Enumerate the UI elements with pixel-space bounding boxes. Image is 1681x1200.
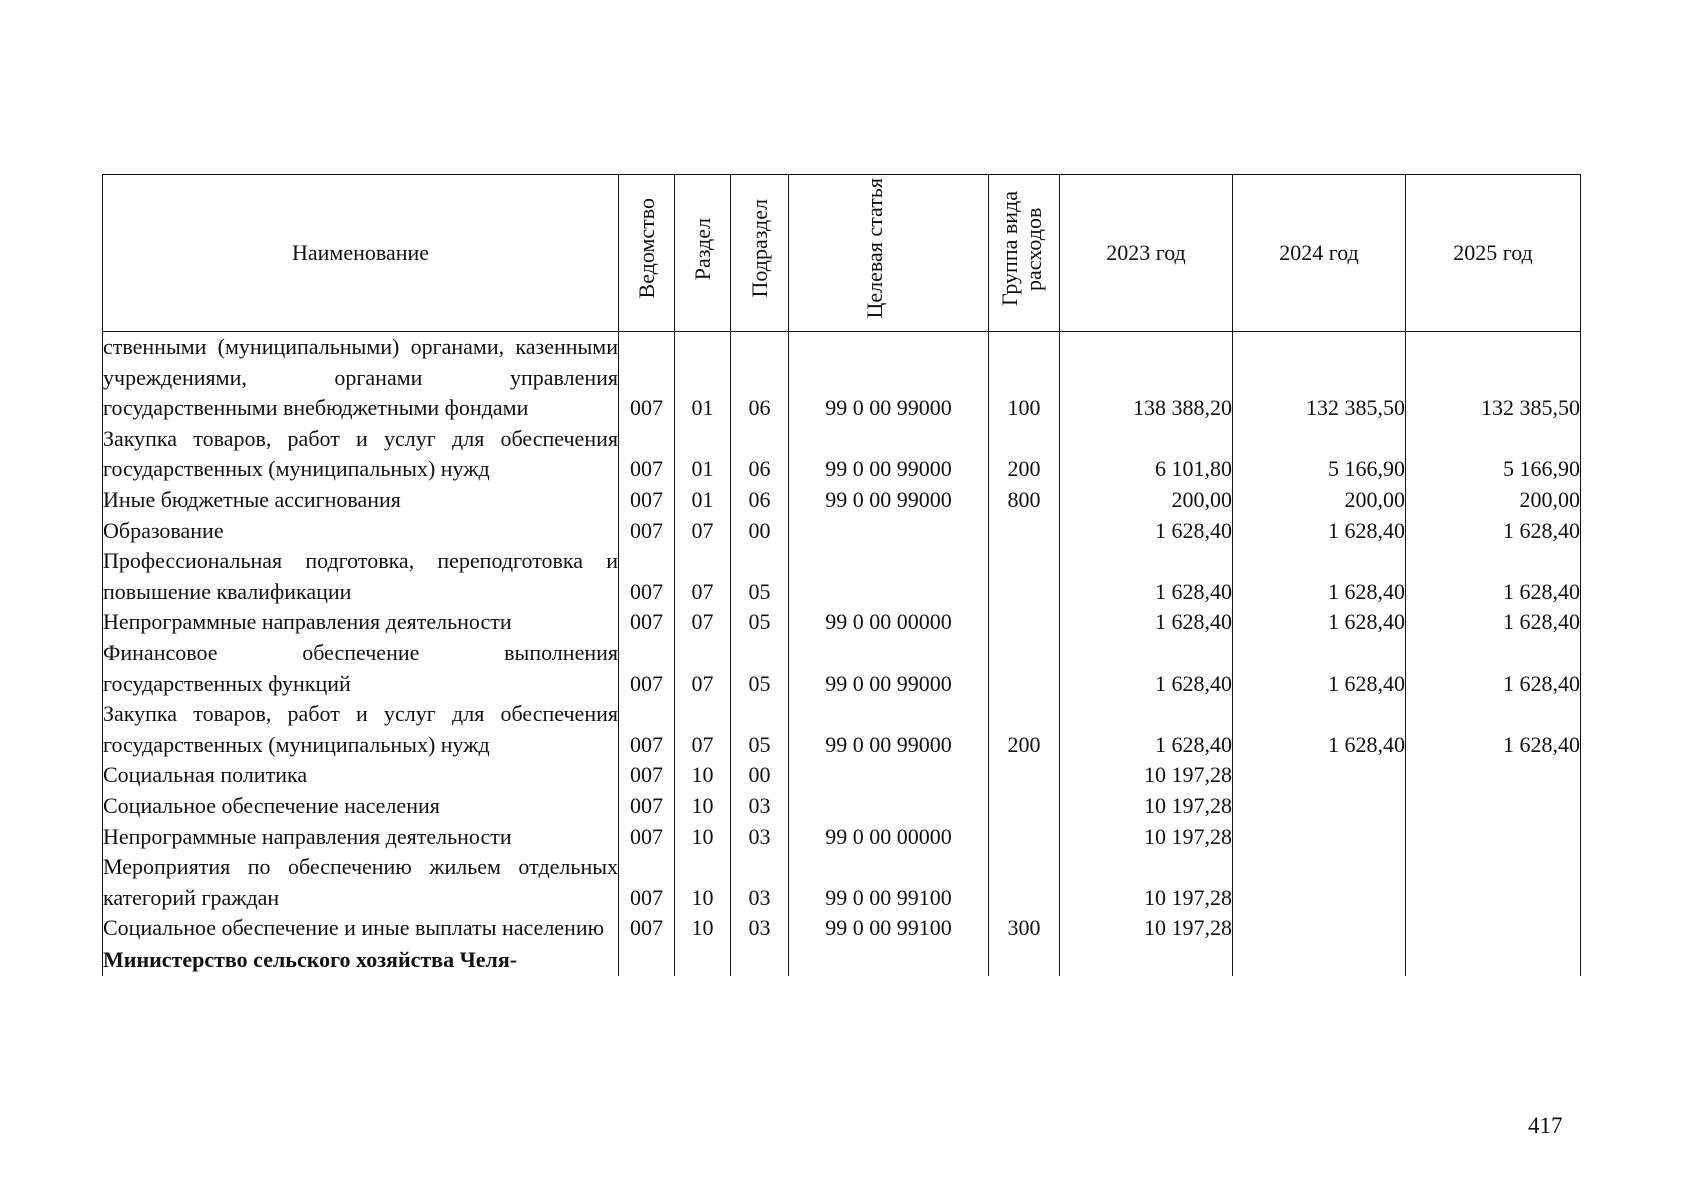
row-section: 07 [675, 638, 731, 699]
row-section: 10 [675, 913, 731, 944]
header-subsection: Подраздел [731, 175, 789, 332]
row-group [989, 638, 1060, 699]
header-section: Раздел [675, 175, 731, 332]
row-2024 [1233, 913, 1406, 944]
row-2023: 10 197,28 [1060, 852, 1233, 913]
row-2024 [1233, 852, 1406, 913]
row-2023: 138 388,20 [1060, 332, 1233, 424]
row-group: 800 [989, 485, 1060, 516]
row-subsection: 06 [731, 332, 789, 424]
header-expense-group: Группа вида расходов [989, 175, 1060, 332]
row-2023: 6 101,80 [1060, 424, 1233, 485]
table-row [103, 699, 1581, 760]
row-group [989, 852, 1060, 913]
row-section: 10 [675, 760, 731, 791]
row-target [789, 546, 989, 607]
row-section: 01 [675, 332, 731, 424]
header-2023: 2023 год [1060, 175, 1233, 332]
row-name: Иные бюджетные ассигнования [103, 485, 619, 516]
table-row [103, 485, 1581, 516]
row-2025: 1 628,40 [1406, 516, 1581, 547]
row-group: 100 [989, 332, 1060, 424]
row-2025: 1 628,40 [1406, 699, 1581, 760]
row-group [989, 791, 1060, 822]
row-2023: 10 197,28 [1060, 913, 1233, 944]
row-target: 99 0 00 99000 [789, 424, 989, 485]
table-row [103, 516, 1581, 547]
row-2025: 1 628,40 [1406, 638, 1581, 699]
row-name: Социальная политика [103, 760, 619, 791]
row-name: Непрограммные направления деятельности [103, 607, 619, 638]
row-name: Закупка товаров, работ и услуг для обеспечения государственных (муниципальных) нужд [103, 699, 619, 760]
row-group [989, 607, 1060, 638]
table-row [103, 791, 1581, 822]
table-header-row [103, 175, 1581, 332]
row-section: 07 [675, 516, 731, 547]
row-subsection: 03 [731, 913, 789, 944]
row-2024: 1 628,40 [1233, 699, 1406, 760]
row-2025: 5 166,90 [1406, 424, 1581, 485]
row-name: Социальное обеспечение населения [103, 791, 619, 822]
header-name: Наименование [103, 175, 619, 332]
row-section: 01 [675, 485, 731, 516]
row-2025: 200,00 [1406, 485, 1581, 516]
row-name: Закупка товаров, работ и услуг для обеспечения государственных (муниципальных) нужд [103, 424, 619, 485]
row-group [989, 546, 1060, 607]
table-row [103, 546, 1581, 607]
row-subsection: 06 [731, 485, 789, 516]
row-subsection: 03 [731, 822, 789, 853]
row-dept: 007 [619, 516, 675, 547]
row-section: 10 [675, 822, 731, 853]
row-section: 10 [675, 852, 731, 913]
row-2024: 132 385,50 [1233, 332, 1406, 424]
header-dept: Ведомство [619, 175, 675, 332]
row-section: 01 [675, 424, 731, 485]
row-dept: 007 [619, 546, 675, 607]
row-dept: 007 [619, 699, 675, 760]
table-row [103, 424, 1581, 485]
table-row [103, 607, 1581, 638]
row-dept: 007 [619, 913, 675, 944]
row-dept: 007 [619, 607, 675, 638]
row-2023: 200,00 [1060, 485, 1233, 516]
row-2024 [1233, 822, 1406, 853]
row-name: Образование [103, 516, 619, 547]
row-name: Финансовое обеспечение выполнения государственных функций [103, 638, 619, 699]
row-group [989, 944, 1060, 976]
row-2023: 1 628,40 [1060, 516, 1233, 547]
row-target [789, 944, 989, 976]
row-subsection: 03 [731, 791, 789, 822]
row-group: 200 [989, 424, 1060, 485]
row-2025: 132 385,50 [1406, 332, 1581, 424]
row-dept [619, 944, 675, 976]
row-2023: 1 628,40 [1060, 607, 1233, 638]
row-2024: 1 628,40 [1233, 638, 1406, 699]
row-dept: 007 [619, 852, 675, 913]
row-section: 07 [675, 546, 731, 607]
row-target: 99 0 00 99000 [789, 332, 989, 424]
row-name: Непрограммные направления деятельности [103, 822, 619, 853]
table-row [103, 760, 1581, 791]
table-row [103, 332, 1581, 424]
row-2025 [1406, 852, 1581, 913]
row-2025 [1406, 760, 1581, 791]
row-target: 99 0 00 00000 [789, 607, 989, 638]
row-section: 07 [675, 607, 731, 638]
row-2024: 5 166,90 [1233, 424, 1406, 485]
row-section [675, 944, 731, 976]
row-2023: 10 197,28 [1060, 791, 1233, 822]
row-group: 200 [989, 699, 1060, 760]
row-2024: 200,00 [1233, 485, 1406, 516]
row-target: 99 0 00 99000 [789, 485, 989, 516]
row-name: Социальное обеспечение и иные выплаты населению [103, 913, 619, 944]
row-section: 10 [675, 791, 731, 822]
row-2025 [1406, 913, 1581, 944]
row-2023: 10 197,28 [1060, 822, 1233, 853]
row-dept: 007 [619, 791, 675, 822]
header-2025: 2025 год [1406, 175, 1581, 332]
row-subsection: 05 [731, 699, 789, 760]
table-body [103, 332, 1581, 976]
row-2024 [1233, 760, 1406, 791]
row-2024: 1 628,40 [1233, 546, 1406, 607]
page-number: 417 [1528, 1113, 1563, 1138]
row-group: 300 [989, 913, 1060, 944]
row-target: 99 0 00 99000 [789, 638, 989, 699]
row-subsection: 00 [731, 516, 789, 547]
row-2024: 1 628,40 [1233, 516, 1406, 547]
row-dept: 007 [619, 485, 675, 516]
row-name: Профессиональная подготовка, переподготовка и повышение квалификации [103, 546, 619, 607]
row-subsection [731, 944, 789, 976]
row-name: Мероприятия по обеспечению жильем отдельных категорий граждан [103, 852, 619, 913]
row-2023: 1 628,40 [1060, 699, 1233, 760]
table-row [103, 852, 1581, 913]
row-subsection: 03 [731, 852, 789, 913]
row-2025 [1406, 944, 1581, 976]
table-row [103, 944, 1581, 976]
header-target: Целевая статья [789, 175, 989, 332]
row-subsection: 05 [731, 546, 789, 607]
budget-table [102, 174, 1581, 976]
row-target: 99 0 00 99000 [789, 699, 989, 760]
row-2023 [1060, 944, 1233, 976]
row-2025: 1 628,40 [1406, 546, 1581, 607]
row-2025 [1406, 791, 1581, 822]
row-2025 [1406, 822, 1581, 853]
row-subsection: 00 [731, 760, 789, 791]
table-row [103, 913, 1581, 944]
row-group [989, 822, 1060, 853]
row-target: 99 0 00 99100 [789, 852, 989, 913]
row-section: 07 [675, 699, 731, 760]
row-group [989, 760, 1060, 791]
row-dept: 007 [619, 822, 675, 853]
row-target: 99 0 00 00000 [789, 822, 989, 853]
row-target [789, 791, 989, 822]
row-2024 [1233, 791, 1406, 822]
row-target [789, 516, 989, 547]
row-2023: 1 628,40 [1060, 638, 1233, 699]
row-name: ственными (муниципальными) органами, казенными учреждениями, органами управления государственными внебюджетными фондами [103, 332, 619, 424]
row-group [989, 516, 1060, 547]
table-row [103, 822, 1581, 853]
header-2024: 2024 год [1233, 175, 1406, 332]
row-subsection: 05 [731, 607, 789, 638]
row-2025: 1 628,40 [1406, 607, 1581, 638]
row-target: 99 0 00 99100 [789, 913, 989, 944]
row-dept: 007 [619, 760, 675, 791]
row-subsection: 06 [731, 424, 789, 485]
row-2023: 10 197,28 [1060, 760, 1233, 791]
row-2023: 1 628,40 [1060, 546, 1233, 607]
row-subsection: 05 [731, 638, 789, 699]
row-name: Министерство сельского хозяйства Челя- [103, 944, 619, 976]
row-2024 [1233, 944, 1406, 976]
row-target [789, 760, 989, 791]
row-2024: 1 628,40 [1233, 607, 1406, 638]
row-dept: 007 [619, 638, 675, 699]
row-dept: 007 [619, 332, 675, 424]
table-row [103, 638, 1581, 699]
row-dept: 007 [619, 424, 675, 485]
